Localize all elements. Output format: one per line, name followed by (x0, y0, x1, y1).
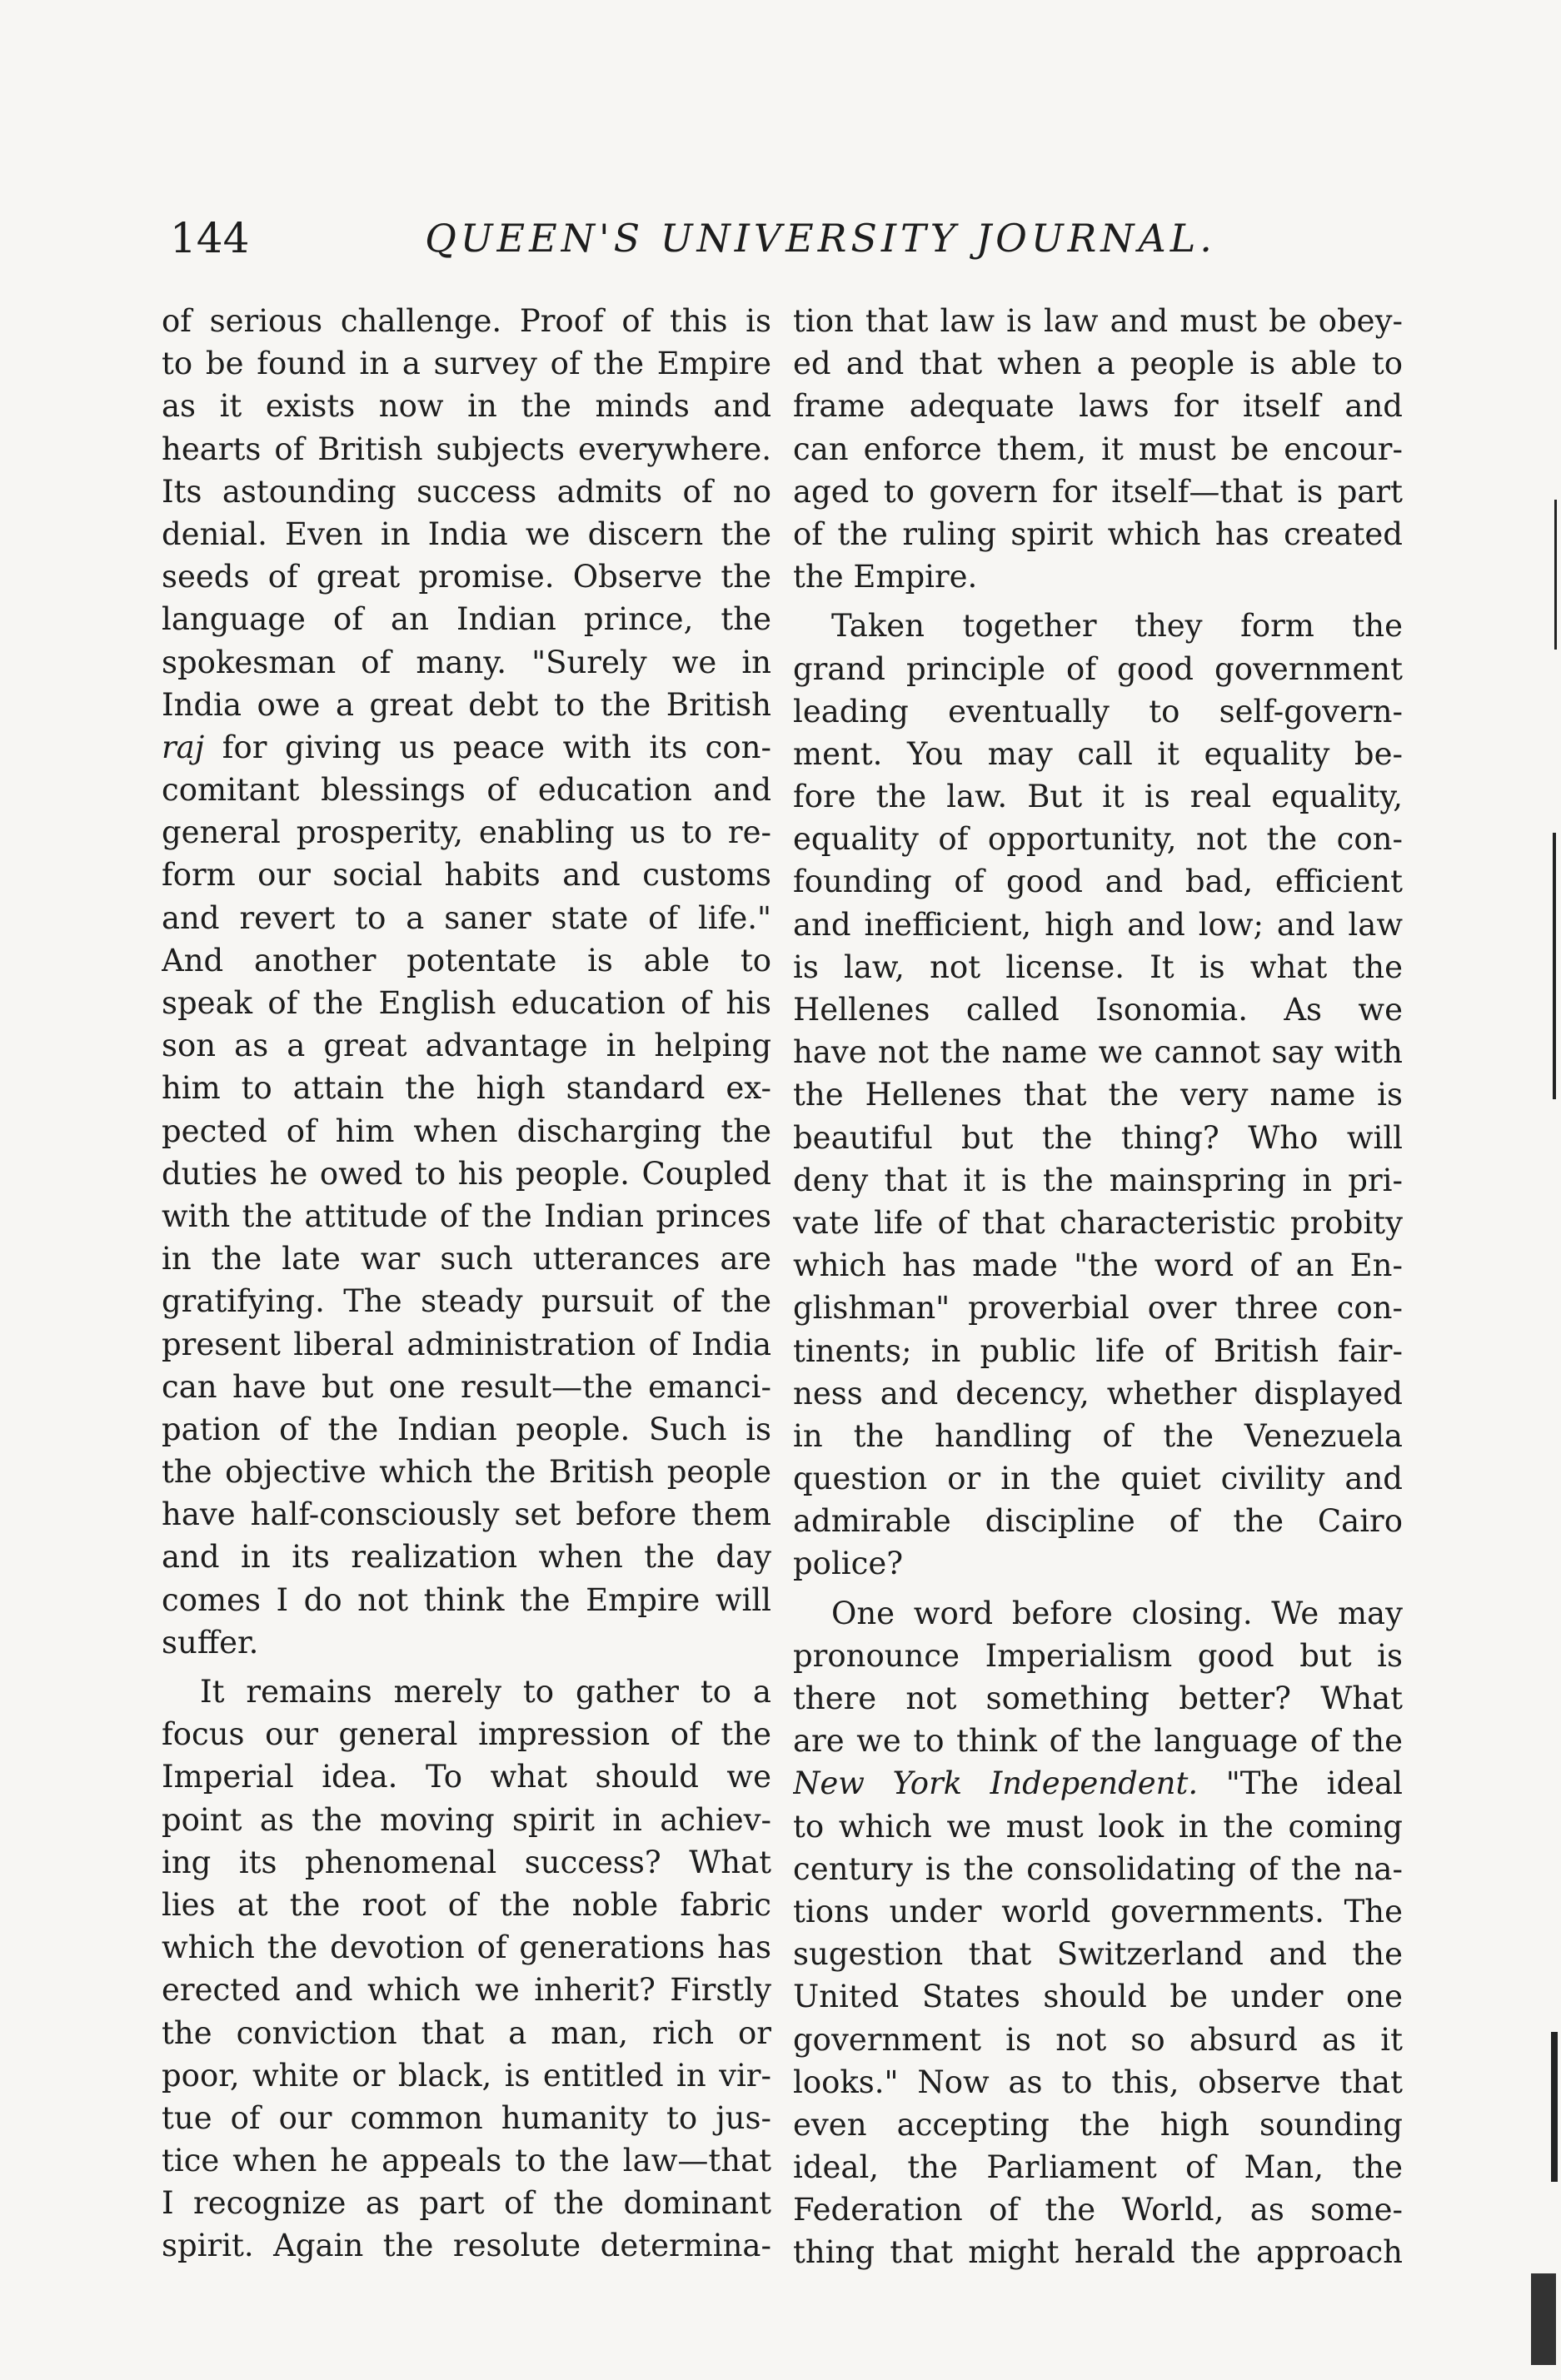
text-line: One word before closing. We may (831, 1595, 1403, 1631)
text-line: even accepting the high sounding (793, 2106, 1403, 2143)
scan-edge-mark (1554, 500, 1557, 650)
text-line: spirit. Again the resolute determina- (162, 2228, 771, 2264)
text-line: to which we must look in the coming (793, 1808, 1403, 1845)
text-line: the conviction that a man, rich or (162, 2014, 771, 2051)
paragraph (793, 300, 1403, 598)
text-line: him to attain the high standard ex- (162, 1070, 771, 1107)
text-line: leading eventually to self-govern- (793, 693, 1403, 729)
paragraph (162, 300, 771, 1664)
text-fragment: for giving us peace with its con- (204, 729, 771, 765)
text-line: the Hellenes that the very name is (793, 1077, 1403, 1113)
text-line: the Empire. (793, 559, 978, 595)
scan-edge-mark (1531, 2273, 1556, 2365)
text-line: frame adequate laws for itself and (793, 388, 1403, 425)
text-line: India owe a great debt to the British (162, 686, 771, 723)
text-line: form our social habits and customs (162, 857, 771, 894)
text-line: thing that might herald the approach (793, 2234, 1403, 2271)
text-line: seeds of great promise. Observe the (162, 559, 771, 595)
text-line: grand principle of good government (793, 650, 1403, 687)
text-line: tion that law is law and must be obey- (793, 303, 1403, 339)
text-line: beautiful but the thing? Who will (793, 1119, 1403, 1156)
paragraph (793, 605, 1403, 1585)
text-line: question or in the quiet civility and (793, 1461, 1403, 1497)
text-line: of the ruling spirit which has created (793, 515, 1403, 552)
text-line: in the late war such utterances are (162, 1241, 771, 1277)
text-line: duties he owed to his people. Coupled (162, 1155, 771, 1192)
text-line: and inefficient, high and low; and law (793, 906, 1403, 943)
text-line: spokesman of many. "Surely we in (162, 644, 771, 680)
text-line: Imperial idea. To what should we (162, 1759, 771, 1795)
text-line: glishman" proverbial over three con- (793, 1290, 1403, 1327)
running-head: QUEEN'S UNIVERSITY JOURNAL. (425, 216, 1216, 261)
text-line: and in its realization when the day (162, 1539, 771, 1576)
text-line: ed and that when a people is able to (793, 346, 1403, 382)
text-line: comes I do not think the Empire will (162, 1581, 771, 1618)
text-line: general prosperity, enabling us to re- (162, 814, 771, 851)
text-line: language of an Indian prince, the (162, 601, 771, 638)
text-line: tice when he appeals to the law—that (162, 2143, 771, 2179)
text-line: suffer. (162, 1624, 259, 1661)
text-line: which the devotion of generations has (162, 1929, 771, 1966)
text-line: fore the law. But it is real equality, (793, 779, 1403, 815)
text-line: ment. You may call it equality be- (793, 735, 1403, 772)
italic-word: raj (162, 729, 205, 765)
text-line: pected of him when discharging the (162, 1113, 771, 1149)
text-line: deny that it is the mainspring in pri- (793, 1162, 1403, 1198)
text-line: police? (793, 1546, 904, 1582)
text-line: lies at the root of the noble fabric (162, 1886, 771, 1923)
text-line: ness and decency, whether displayed (793, 1375, 1403, 1412)
text-line: pation of the Indian people. Such is (162, 1411, 771, 1447)
text-line: admirable discipline of the Cairo (793, 1503, 1403, 1540)
text-line: tue of our common humanity to jus- (162, 2099, 771, 2136)
text-line: tinents; in public life of British fair- (793, 1332, 1403, 1369)
text-line: ing its phenomenal success? What (162, 1844, 771, 1880)
text-line: are we to think of the language of the (793, 1723, 1403, 1760)
text-line: the objective which the British people (162, 1454, 771, 1491)
text-line: there not something better? What (793, 1680, 1403, 1716)
text-line (793, 1762, 1403, 1805)
text-line: can have but one result—the emanci- (162, 1368, 771, 1405)
text-line: as it exists now in the minds and (162, 388, 771, 425)
text-line: denial. Even in India we discern the (162, 515, 771, 552)
italic-title: New York Independent. (793, 1765, 1199, 1802)
text-line: looks." Now as to this, observe that (793, 2064, 1403, 2100)
text-line: Federation of the World, as some- (793, 2192, 1403, 2228)
text-line: to be found in a survey of the Empire (162, 346, 771, 382)
text-line: hearts of British subjects everywhere. (162, 431, 771, 467)
text-line: erected and which we inherit? Firstly (162, 1972, 771, 2009)
text-line: founding of good and bad, efficient (793, 864, 1403, 900)
text-line: in the handling of the Venezuela (793, 1417, 1403, 1454)
text-line: government is not so absurd as it (793, 2021, 1403, 2058)
text-line: gratifying. The steady pursuit of the (162, 1283, 771, 1320)
text-line: poor, white or black, is entitled in vir- (162, 2057, 771, 2094)
text-line: which has made "the word of an En- (793, 1247, 1403, 1284)
text-line: It remains merely to gather to a (200, 1674, 771, 1710)
left-column (162, 300, 771, 2268)
paragraph (793, 1592, 1403, 2274)
text-line: speak of the English education of his (162, 985, 771, 1021)
text-line: tions under world governments. The (793, 1893, 1403, 1929)
text-line: focus our general impression of the (162, 1716, 771, 1753)
text-line: Taken together they form the (831, 608, 1403, 645)
text-line: point as the moving spirit in achiev- (162, 1801, 771, 1838)
text-line: aged to govern for itself—that is part (793, 473, 1403, 510)
text-line: equality of opportunity, not the con- (793, 821, 1403, 858)
right-column (793, 300, 1403, 2274)
scan-edge-mark (1553, 833, 1556, 1099)
paragraph (162, 1670, 771, 2268)
page-number: 144 (170, 214, 250, 262)
text-line: of serious challenge. Proof of this is (162, 303, 771, 339)
text-line: pronounce Imperialism good but is (793, 1637, 1403, 1674)
text-line: sugestion that Switzerland and the (793, 1936, 1403, 1973)
text-line: Its astounding success admits of no (162, 473, 771, 510)
text-line: ideal, the Parliament of Man, the (793, 2149, 1403, 2186)
text-fragment: "The ideal (1198, 1765, 1403, 1802)
text-line: have not the name we cannot say with (793, 1034, 1403, 1071)
text-line: vate life of that characteristic probity (793, 1204, 1403, 1241)
text-line: can enforce them, it must be encour- (793, 431, 1403, 467)
text-line: is law, not license. It is what the (793, 949, 1403, 985)
text-line: have half-consciously set before them (162, 1496, 771, 1533)
text-line: century is the consolidating of the na- (793, 1850, 1403, 1887)
text-line: comitant blessings of education and (162, 772, 771, 809)
scan-edge-mark (1551, 2032, 1558, 2182)
text-line: present liberal administration of India (162, 1326, 771, 1362)
text-line (162, 726, 771, 769)
text-line: Hellenes called Isonomia. As we (793, 992, 1403, 1028)
text-line: and revert to a saner state of life." (162, 899, 771, 936)
text-line: United States should be under one (793, 1979, 1403, 2015)
text-line: I recognize as part of the dominant (162, 2185, 771, 2222)
text-line: son as a great advantage in helping (162, 1028, 771, 1064)
text-line: with the attitude of the Indian princes (162, 1197, 771, 1234)
text-line: And another potentate is able to (162, 942, 771, 978)
